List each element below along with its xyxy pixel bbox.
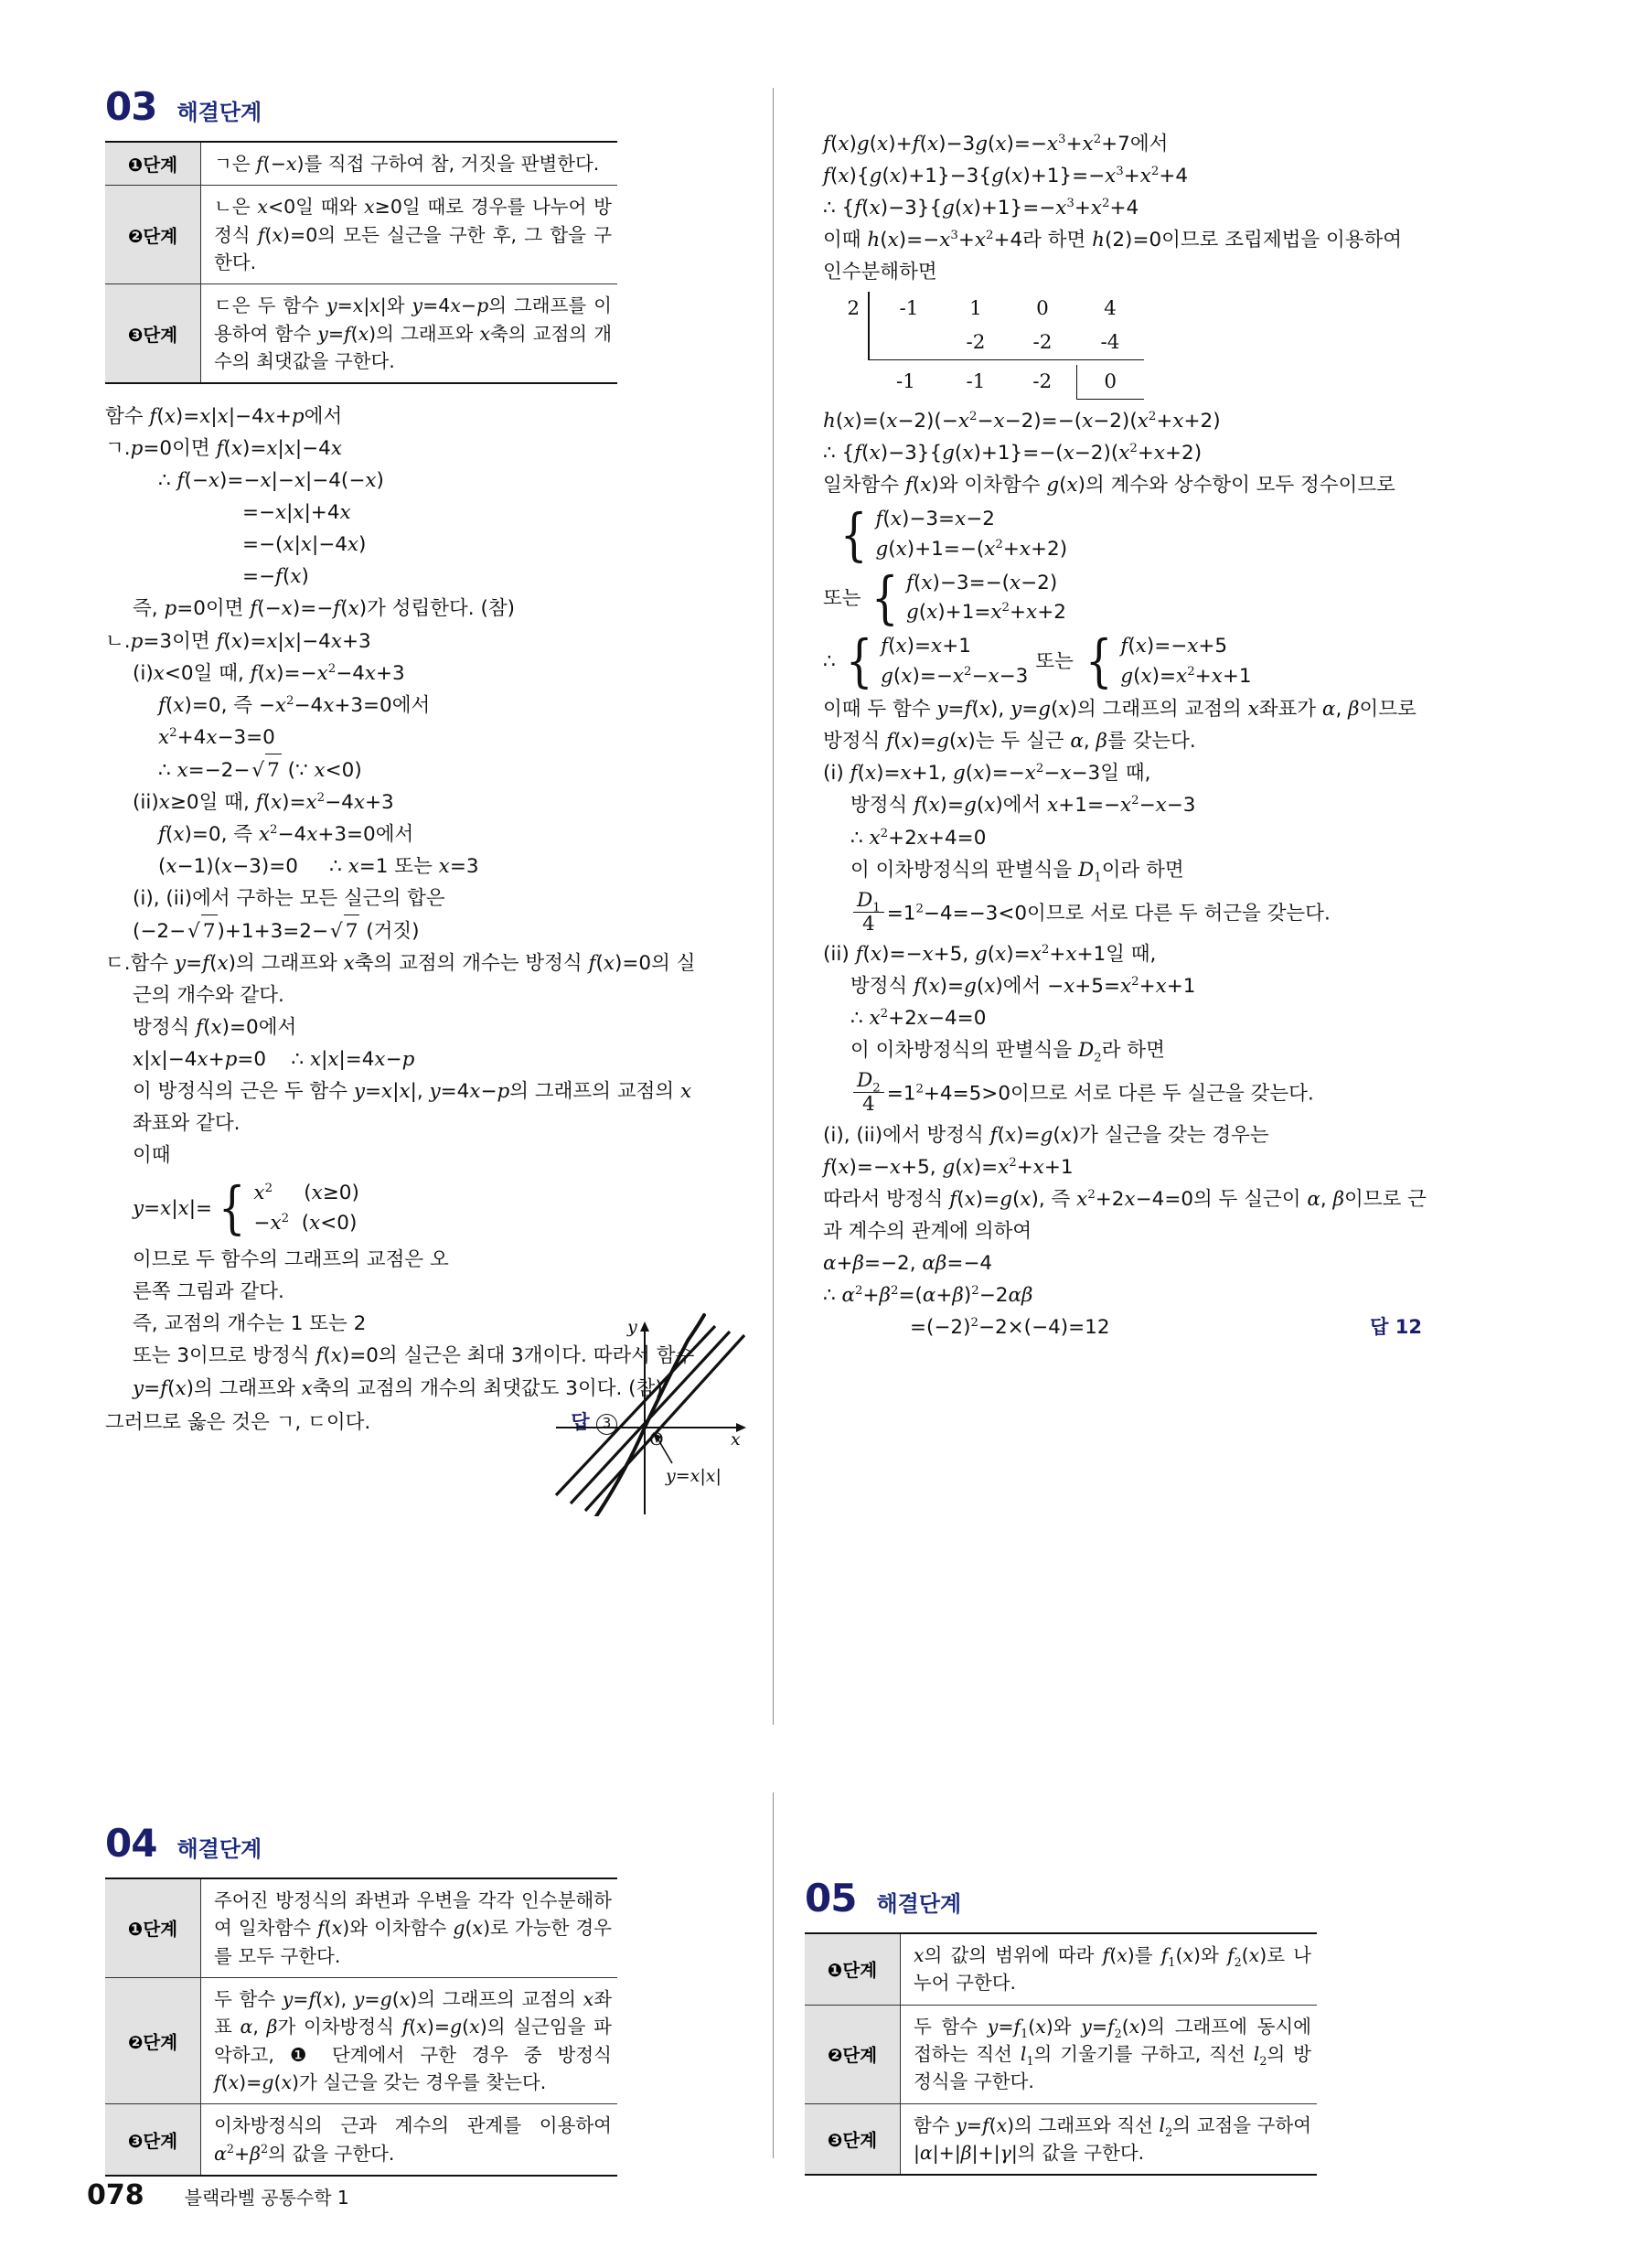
solution-line: ㄷ.함수 y=f(x)의 그래프와 x축의 교점의 개수는 방정식 f(x)=0의 실근의 개수와 같다. — [105, 951, 696, 1007]
solution-line: 즉, p=0이면 f(−x)=−f(x)가 성립한다. (참) — [133, 597, 516, 621]
solution-line: (i) f(x)=x+1, $g(x)=-x^2-x-3$일 때, — [823, 762, 1151, 786]
left-column — [105, 84, 709, 1439]
or-label: 또는 — [823, 586, 861, 610]
solution-line: 이때 두 함수 y=f(x), y=g(x)의 그래프의 교점의 x좌표가 α, β이므로 방정식 f(x)=g(x)는 두 실근 α, β를 갖는다. — [823, 698, 1417, 754]
quotient: -1 — [966, 370, 986, 394]
page-footer — [87, 2179, 349, 2211]
solution-line: 즉, 교점의 개수는 1 또는 2 — [133, 1312, 367, 1336]
graph-svg — [549, 1288, 759, 1516]
step-label: ❸단계 — [805, 2103, 901, 2175]
solution-line: 방정식 f(x)=g(x)에서 $-x+5=x^2+x+1$ — [850, 974, 1196, 999]
solution-line: 이때 — [133, 1144, 171, 1168]
solution-line: 방정식 f(x)=0에서 — [133, 1015, 297, 1039]
solution-line: x|x|−4x+p=0 ∴ x|x|=4x−p — [133, 1047, 415, 1071]
step-label: ❶단계 — [105, 142, 201, 186]
table-row — [105, 1878, 617, 1977]
solution-line: 이때 $h(x)=-x^3+x^2+4$라 하면 h(2)=0이므로 조립제법을 이용하여 인수분해하면 — [823, 228, 1403, 284]
section-label: 해결단계 — [176, 100, 262, 125]
step-label: ❸단계 — [105, 284, 201, 383]
step-text: ㄷ은 두 함수 y=x|x|와 y=4x−p의 그래프를 이용하여 함수 y=f(x)의 그래프와 x축의 교점의 개수의 최댓값을 구한다. — [201, 284, 618, 383]
solution-line: f(x)=−x+5, $g(x)=x^2+x+1$ — [823, 1155, 1074, 1179]
solution-line: ∴ $\{f(x)-3\}\{g(x)+1\}=-x^3+x^2+4$ — [823, 196, 1139, 220]
carry: -2 — [1032, 331, 1053, 355]
divisor: 2 — [847, 297, 860, 321]
carry: -2 — [966, 331, 986, 355]
system-case-3: ∴ { f(x)=x+1 $g(x)=-x^2-x-3$ 또는 { f(x)=−x+5 $g(x)=x^2+x+1$ — [823, 627, 1252, 695]
solution-line: =−(x|x|−4x) — [242, 533, 367, 557]
step-label: ❶단계 — [805, 1933, 901, 2005]
solution-line: (i), (ii)에서 구하는 모든 실근의 합은 — [133, 886, 445, 910]
solution-line: 이 방정식의 근은 두 함수 y=x|x|, y=4x−p의 그래프의 교점의 x좌표와 같다. — [133, 1079, 692, 1135]
solution-line: (i)x<0일 때, $f(x)=-x^2-4x+3$ — [133, 661, 405, 685]
coeff: 4 — [1104, 297, 1117, 321]
answer-tag: 답 3 — [571, 1407, 617, 1438]
problem-05-block — [805, 1876, 1408, 2176]
table-row — [829, 326, 1144, 360]
quotient: -2 — [1032, 370, 1053, 394]
curve-y-x-absx — [596, 1315, 704, 1516]
solution-line: ∴ x=−2−√ 7 (∵ x<0) — [105, 754, 709, 786]
x-axis-label: x — [731, 1429, 741, 1450]
step-label: ❸단계 — [105, 2104, 201, 2176]
solution-line: ㄴ.p=3이면 f(x)=x|x|−4x+3 — [105, 629, 371, 653]
solution-line: 또는 3이므로 방정식 f(x)=0의 실근은 최대 3개이다. 따라서 함수 y=f(x)의 그래프와 x축의 교점의 개수의 최댓값도 3이다. (참) — [133, 1344, 695, 1400]
solution-line: =−f(x) — [242, 565, 309, 589]
column-divider-lower — [773, 1792, 774, 2158]
system-case-2: 또는 { f(x)−3=−(x−2) $g(x)+1=x^2+x+2$ — [823, 564, 1066, 632]
solution-line: (−2−√ 7)+1+3=2−√ 7 (거짓) — [105, 915, 709, 947]
piecewise-definition: y=x|x|= { $x^2$ (x≥0) $-x^2$ (x<0) — [133, 1174, 359, 1242]
book-title: 블랙라벨 공통수학 1 — [184, 2187, 349, 2209]
step-text: ㄱ은 f(−x)를 직접 구하여 참, 거짓을 판별한다. — [214, 153, 600, 175]
table-row — [105, 186, 617, 284]
solution-line: 방정식 f(x)=g(x)에서 $x+1=-x^2-x-3$ — [850, 794, 1196, 818]
problem-number: 05 — [805, 1876, 857, 1920]
step-label: ❷단계 — [105, 186, 201, 284]
solution-line: ∴ $x^2+2x+4=0$ — [850, 826, 987, 850]
quotient: -1 — [896, 370, 915, 394]
step-label: ❷단계 — [105, 1977, 201, 2103]
solution-line: $\frac{D_1}{4}$ $=1^2-4=-3<0$이므로 서로 다른 두 허근을 갖는다. — [823, 890, 1427, 935]
synthetic-division-table — [829, 292, 1144, 400]
solution-line: 일차함수 f(x)와 이차함수 g(x)의 계수와 상수항이 모두 정수이므로 — [823, 474, 1395, 497]
solution-line: (i), (ii)에서 방정식 f(x)=g(x)가 실근을 갖는 경우는 — [823, 1123, 1269, 1147]
solution-line: 이 이차방정식의 판별식을 $D_2$라 하면 — [850, 1039, 1165, 1065]
solution-line: $x^2+4x-3=0$ — [158, 725, 275, 749]
table-row — [105, 284, 617, 383]
problem-03-solution-left — [105, 401, 709, 1438]
step-text: 함수 y=f(x)의 그래프와 직선 $l_2$의 교점을 구하여 |α|+|β|+|γ|의 값을 구한다. — [901, 2103, 1318, 2175]
origin-label: O — [649, 1429, 664, 1450]
step-text: x의 값의 범위에 따라 f(x)를 $f_1(x)$와 $f_2(x)$로 나누어 구한다. — [914, 1944, 1311, 1995]
solution-line: $f(x)g(x)+f(x)-3g(x)=-x^3+x^2+7$에서 — [823, 132, 1169, 155]
page-number: 078 — [87, 2179, 144, 2211]
problem-03-solution-right — [823, 128, 1427, 1343]
step-label: ❶단계 — [105, 1878, 201, 1977]
problem-04-block — [105, 1821, 709, 2177]
coeff: 0 — [1036, 297, 1049, 321]
problem-05-steps-table — [805, 1932, 1317, 2176]
solution-line: ∴ $\alpha^2+\beta^2=(\alpha+\beta)^2-2\alpha\beta$ — [823, 1283, 1033, 1307]
table-row — [829, 292, 1144, 326]
remainder: 0 — [1076, 365, 1144, 400]
discriminant-fraction: $\frac{D_1}{4}$ — [853, 890, 884, 935]
table-row — [805, 1933, 1317, 2005]
answer-tag: 답 12 — [1370, 1315, 1422, 1338]
problem-number: 03 — [105, 84, 157, 129]
table-row — [805, 2005, 1317, 2103]
step-text: 이차방정식의 근과 계수의 관계를 이용하여 $\alpha^2+\beta^2$의 값을 구한다. — [201, 2104, 618, 2176]
problem-04-header — [105, 1821, 709, 1866]
solution-line: 이므로 두 함수의 그래프의 교점은 오른쪽 그림과 같다. — [133, 1248, 449, 1304]
solution-line: ∴ f(−x)=−x|−x|−4(−x) — [158, 469, 384, 493]
table-row — [805, 2103, 1317, 2175]
solution-line: ∴ $\{f(x)-3\}\{g(x)+1\}=-(x-2)(x^2+x+2)$ — [823, 442, 1203, 465]
table-row — [105, 142, 617, 186]
table-row — [105, 2104, 617, 2176]
coeff: 1 — [969, 297, 982, 321]
table-row — [829, 365, 1144, 400]
problem-number: 04 — [105, 1821, 157, 1866]
solution-line: ㄱ.p=0이면 f(x)=x|x|−4x — [105, 437, 342, 461]
solution-line: $f(x)\{g(x)+1\}-3\{g(x)+1\}=-x^3+x^2+4$ — [823, 164, 1189, 188]
section-label: 해결단계 — [176, 1836, 262, 1862]
step-text: 주어진 방정식의 좌변과 우변을 각각 인수분해하여 일차함수 f(x)와 이차함수 g(x)로 가능한 경우를 모두 구한다. — [214, 1889, 612, 1967]
solution-line: α+β=−2, αβ=−4 — [823, 1251, 993, 1275]
step-text: 두 함수 $y=f_1(x)$와 $y=f_2(x)$의 그래프에 동시에 접하는 직선 $l_1$의 기울기를 구하고, 직선 $l_2$의 방정식을 구한다. — [901, 2005, 1318, 2103]
solution-line: 이 이차방정식의 판별식을 $D_1$이라 하면 — [850, 858, 1184, 884]
right-column — [823, 128, 1427, 1343]
step-text: ㄴ은 x<0일 때와 x≥0일 때로 경우를 나누어 방정식 f(x)=0의 모든 실근을 구한 후, 그 합을 구한다. — [201, 186, 618, 284]
solution-line: =−x|x|+4x — [242, 501, 351, 525]
solution-line: (ii)x≥0일 때, $f(x)=x^2-4x+3$ — [133, 790, 394, 814]
table-row — [105, 1977, 617, 2103]
step-text: 두 함수 y=f(x), y=g(x)의 그래프의 교점의 x좌표 α, β가 이차방정식 f(x)=g(x)의 실근임을 파악하고, ❶ 단계에서 구한 경우 중 방정식 f(x)=g(x)가 실근을 갖는 경우를 찾는다. — [201, 1977, 618, 2103]
carry — [869, 326, 943, 360]
y-axis-label: y — [627, 1317, 637, 1337]
solution-line: $\frac{D_2}{4}$ $=1^2+4=5>0$이므로 서로 다른 두 실근을 갖는다. — [823, 1070, 1427, 1115]
solution-line: (x−1)(x−3)=0 ∴ x=1 또는 x=3 — [158, 854, 479, 878]
answer-value: 3 — [596, 1414, 617, 1435]
solution-line: f(x)=0, 즉 $-x^2-4x+3=0$에서 — [158, 693, 431, 717]
system-case-1: { f(x)−3=x−2 $g(x)+1=-(x^2+x+2)$ — [839, 500, 1068, 568]
y-axis-arrow — [640, 1321, 649, 1332]
curve-label: y=x|x| — [666, 1466, 722, 1486]
solution-line: 함수 f(x)=x|x|−4x+p에서 — [105, 405, 343, 429]
problem-04-steps-table — [105, 1878, 617, 2177]
solution-line: 그러므로 옳은 것은 ㄱ, ㄷ이다. 답 3 — [105, 1407, 617, 1439]
solution-line: $=(-2)^2-2\times(-4)=12$ 답 12 — [823, 1311, 1422, 1343]
solution-line: (ii) f(x)=−x+5, $g(x)=x^2+x+1$일 때, — [823, 942, 1157, 966]
answer-value: 12 — [1395, 1315, 1422, 1338]
discriminant-fraction: $\frac{D_2}{4}$ — [853, 1070, 884, 1115]
solution-line: f(x)=0, 즉 $x^2-4x+3=0$에서 — [158, 822, 414, 846]
solution-line: 따라서 방정식 f(x)=g(x), 즉 $x^2+2x-4=0$의 두 실근이 α, β이므로 근과 계수의 관계에 의하여 — [823, 1187, 1427, 1243]
section-label: 해결단계 — [876, 1891, 962, 1917]
solution-line: ∴ $x^2+2x-4=0$ — [850, 1006, 987, 1031]
carry: -4 — [1100, 331, 1120, 355]
solution-line: $h(x)=(x-2)(-x^2-x-2)=-(x-2)(x^2+x+2)$ — [823, 410, 1221, 433]
coeff: -1 — [869, 292, 943, 326]
column-divider — [773, 88, 774, 1725]
problem-03-steps-table — [105, 141, 617, 384]
step-label: ❷단계 — [805, 2005, 901, 2103]
or-label: 또는 — [1035, 650, 1074, 674]
synthetic-division — [829, 292, 1427, 400]
problem-05-header — [805, 1876, 1408, 1920]
problem-03-header — [105, 84, 709, 129]
graph-figure — [549, 1288, 759, 1521]
